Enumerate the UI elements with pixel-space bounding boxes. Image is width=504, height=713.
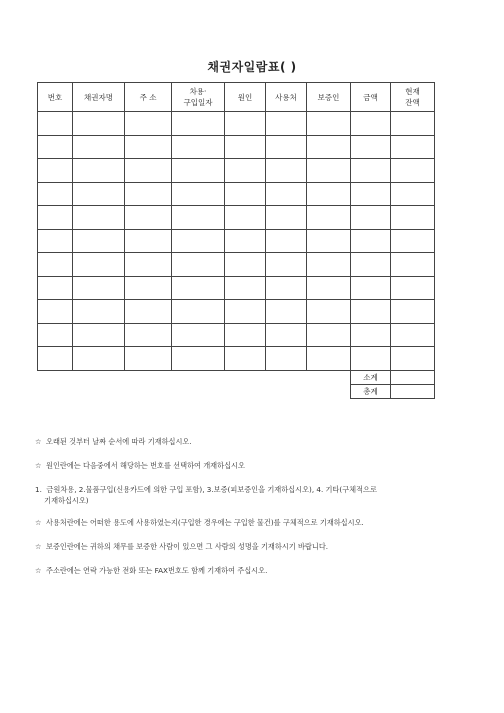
total-row xyxy=(38,384,435,398)
note-usage: ☆ 사용처란에는 어떠한 용도에 사용하였는지(구입한 경우에는 구입한 물건)를 구체적으로 기재하십시오. xyxy=(35,518,364,527)
table-cell[interactable] xyxy=(266,300,307,324)
table-cell[interactable] xyxy=(225,276,266,300)
table-cell[interactable] xyxy=(73,135,125,159)
table-cell[interactable] xyxy=(266,347,307,371)
table-cell[interactable] xyxy=(307,135,351,159)
header-address: 주 소 xyxy=(125,83,172,112)
table-cell[interactable] xyxy=(351,229,391,253)
table-cell[interactable] xyxy=(38,112,73,136)
table-cell[interactable] xyxy=(307,253,351,277)
table-cell[interactable] xyxy=(38,253,73,277)
blank-cell xyxy=(38,370,351,384)
table-cell[interactable] xyxy=(307,229,351,253)
table-cell[interactable] xyxy=(351,323,391,347)
subtotal-label: 소계 xyxy=(351,370,391,384)
table-cell[interactable] xyxy=(391,276,435,300)
table-cell[interactable] xyxy=(225,253,266,277)
table-cell[interactable] xyxy=(225,229,266,253)
table-cell[interactable] xyxy=(391,206,435,230)
table-cell[interactable] xyxy=(307,182,351,206)
table-row xyxy=(38,347,435,371)
header-borrow-date: 차용· 구입일자 xyxy=(172,83,225,112)
table-cell[interactable] xyxy=(391,112,435,136)
table-cell[interactable] xyxy=(266,159,307,183)
table-cell[interactable] xyxy=(38,135,73,159)
table-cell[interactable] xyxy=(391,323,435,347)
table-cell[interactable] xyxy=(266,135,307,159)
table-cell[interactable] xyxy=(266,206,307,230)
table-cell[interactable] xyxy=(266,253,307,277)
table-cell[interactable] xyxy=(38,323,73,347)
table-cell[interactable] xyxy=(391,347,435,371)
table-row xyxy=(38,112,435,136)
table-cell[interactable] xyxy=(307,300,351,324)
header-amount: 금액 xyxy=(351,83,391,112)
table-cell[interactable] xyxy=(307,206,351,230)
table-cell[interactable] xyxy=(73,229,125,253)
table-cell[interactable] xyxy=(172,112,225,136)
table-cell[interactable] xyxy=(266,323,307,347)
table-cell[interactable] xyxy=(225,347,266,371)
table-row xyxy=(38,276,435,300)
table-cell[interactable] xyxy=(38,229,73,253)
subtotal-row xyxy=(38,370,435,384)
note-guarantor: ☆ 보증인란에는 귀하의 채무를 보증한 사람이 있으면 그 사람의 성명을 기재하시기 바랍니다. xyxy=(35,542,329,551)
table-cell[interactable] xyxy=(172,229,225,253)
table-cell[interactable] xyxy=(172,276,225,300)
table-cell[interactable] xyxy=(307,323,351,347)
table-cell[interactable] xyxy=(172,135,225,159)
table-cell[interactable] xyxy=(125,347,172,371)
blank-cell xyxy=(38,384,351,398)
table-cell[interactable] xyxy=(125,300,172,324)
header-number: 번호 xyxy=(38,83,73,112)
note-cause-select: ☆ 원인란에는 다음중에서 해당하는 번호를 선택하여 개재하십시오 xyxy=(35,461,245,470)
header-cause: 원인 xyxy=(225,83,266,112)
table-cell[interactable] xyxy=(125,323,172,347)
header-guarantor: 보증인 xyxy=(307,83,351,112)
table-cell[interactable] xyxy=(225,135,266,159)
table-cell[interactable] xyxy=(172,159,225,183)
table-cell[interactable] xyxy=(125,135,172,159)
table-cell[interactable] xyxy=(391,135,435,159)
creditor-table xyxy=(37,82,435,399)
table-row xyxy=(38,135,435,159)
table-cell[interactable] xyxy=(73,300,125,324)
table-row xyxy=(38,206,435,230)
table-cell[interactable] xyxy=(125,253,172,277)
note-date-order: ☆ 오래된 것부터 날짜 순서에 따라 기재하십시오. xyxy=(35,437,192,446)
header-usage: 사용처 xyxy=(266,83,307,112)
table-cell[interactable] xyxy=(307,276,351,300)
table-cell[interactable] xyxy=(351,206,391,230)
header-row xyxy=(38,83,435,112)
table-cell[interactable] xyxy=(38,276,73,300)
table-cell[interactable] xyxy=(225,182,266,206)
table-cell[interactable] xyxy=(266,276,307,300)
table-row xyxy=(38,229,435,253)
table-cell[interactable] xyxy=(351,159,391,183)
table-cell[interactable] xyxy=(172,253,225,277)
table-cell[interactable] xyxy=(225,159,266,183)
table-cell[interactable] xyxy=(351,182,391,206)
table-cell[interactable] xyxy=(38,347,73,371)
total-label: 총계 xyxy=(351,384,391,398)
table-cell[interactable] xyxy=(307,159,351,183)
table-cell[interactable] xyxy=(125,276,172,300)
table-cell[interactable] xyxy=(391,159,435,183)
note-cause-codes: 1. 금원차용, 2.물품구입(신용카드에 의한 구입 포함), 3.보증(피보증인을 기재하십시오), 4. 기타(구체적으로 기재하십시오) xyxy=(35,485,377,505)
table-cell[interactable] xyxy=(172,206,225,230)
table-cell[interactable] xyxy=(38,182,73,206)
table-cell[interactable] xyxy=(73,347,125,371)
table-cell[interactable] xyxy=(73,323,125,347)
table-cell[interactable] xyxy=(266,229,307,253)
table-cell[interactable] xyxy=(391,300,435,324)
table-cell[interactable] xyxy=(125,182,172,206)
header-creditor-name: 채권자명 xyxy=(73,83,125,112)
table-cell[interactable] xyxy=(391,253,435,277)
table-row xyxy=(38,253,435,277)
table-cell[interactable] xyxy=(73,112,125,136)
table-cell[interactable] xyxy=(266,112,307,136)
table-cell[interactable] xyxy=(391,182,435,206)
table-cell[interactable] xyxy=(351,300,391,324)
table-cell[interactable] xyxy=(73,206,125,230)
table-cell[interactable] xyxy=(125,159,172,183)
note-address: ☆ 주소란에는 연락 가능한 전화 또는 FAX번호도 함께 기재하여 주십시오. xyxy=(35,566,268,575)
table-cell[interactable] xyxy=(351,276,391,300)
subtotal-value[interactable] xyxy=(391,370,435,384)
table-cell[interactable] xyxy=(225,323,266,347)
table-cell[interactable] xyxy=(351,253,391,277)
table-cell[interactable] xyxy=(172,323,225,347)
table-cell[interactable] xyxy=(73,276,125,300)
total-value[interactable] xyxy=(391,384,435,398)
table-cell[interactable] xyxy=(38,300,73,324)
table-cell[interactable] xyxy=(225,206,266,230)
table-row xyxy=(38,300,435,324)
table-cell[interactable] xyxy=(125,206,172,230)
table-cell[interactable] xyxy=(225,112,266,136)
table-cell[interactable] xyxy=(351,135,391,159)
table-cell[interactable] xyxy=(307,112,351,136)
table-cell[interactable] xyxy=(125,229,172,253)
table-cell[interactable] xyxy=(351,112,391,136)
table-cell[interactable] xyxy=(391,229,435,253)
table-cell[interactable] xyxy=(172,300,225,324)
table-cell[interactable] xyxy=(73,182,125,206)
header-current-balance: 현재 잔액 xyxy=(391,83,435,112)
table-row xyxy=(38,159,435,183)
table-cell[interactable] xyxy=(125,112,172,136)
table-cell[interactable] xyxy=(38,159,73,183)
table-cell[interactable] xyxy=(38,206,73,230)
table-cell[interactable] xyxy=(73,253,125,277)
table-cell[interactable] xyxy=(266,182,307,206)
table-cell[interactable] xyxy=(172,182,225,206)
table-cell[interactable] xyxy=(73,159,125,183)
table-cell[interactable] xyxy=(307,347,351,371)
table-row xyxy=(38,182,435,206)
table-row xyxy=(38,323,435,347)
instructions xyxy=(35,436,475,589)
table-cell[interactable] xyxy=(351,347,391,371)
table-cell[interactable] xyxy=(225,300,266,324)
table-cell[interactable] xyxy=(172,347,225,371)
page-title: 채권자일람표( ) xyxy=(207,60,297,74)
